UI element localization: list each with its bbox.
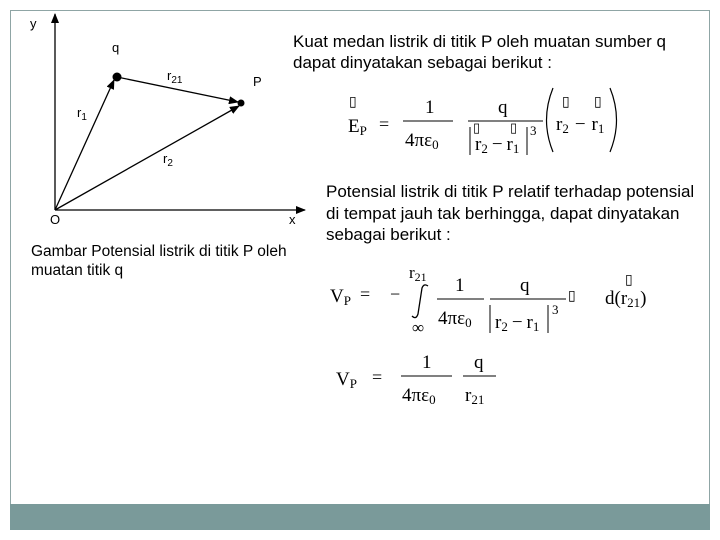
field-equation bbox=[348, 88, 617, 156]
potential-den2: r2 − r1 bbox=[495, 312, 540, 334]
field-lhs: EP bbox=[348, 116, 367, 138]
vector-placeholder: ▯ bbox=[473, 120, 481, 135]
final-den2: r21 bbox=[465, 385, 485, 407]
field-num2: q bbox=[498, 97, 508, 118]
r21-label: $r_{21}$ bbox=[167, 68, 183, 86]
vector-placeholder: ▯ bbox=[562, 95, 570, 110]
vector-placeholder: ▯ bbox=[349, 95, 357, 110]
field-num1: 1 bbox=[425, 97, 435, 118]
charge-label: q bbox=[112, 40, 120, 55]
field-den1: 4πε0 bbox=[405, 130, 439, 152]
vector-placeholder: ▯ bbox=[568, 289, 576, 304]
integral-sign bbox=[412, 285, 428, 318]
integral-upper-limit: r21 bbox=[409, 263, 427, 284]
final-num2: q bbox=[474, 352, 484, 373]
vector-placeholder: ▯ bbox=[594, 95, 602, 110]
vector-placeholder: ▯ bbox=[510, 120, 518, 135]
field-exponent: 3 bbox=[530, 123, 537, 138]
origin-label: O bbox=[50, 212, 61, 227]
potential-lhs: VP bbox=[330, 286, 351, 308]
potential-num2: q bbox=[520, 275, 530, 296]
potential-intro-text: Potensial listrik di titik P relatif terhadap potensial di tempat jauh tak berhingga, dapat dinyatakan sebagai berikut : bbox=[326, 182, 695, 244]
potential-negative: − bbox=[390, 284, 401, 304]
final-num1: 1 bbox=[422, 352, 432, 373]
final-equals: = bbox=[372, 367, 383, 387]
potential-den1: 4πε0 bbox=[438, 308, 472, 330]
field-intro-text: Kuat medan listrik di titik P oleh muatan sumber q dapat dinyatakan sebagai berikut : bbox=[293, 32, 666, 72]
final-den1: 4πε0 bbox=[402, 385, 436, 407]
y-axis-label: y bbox=[30, 16, 37, 31]
potential-exponent: 3 bbox=[552, 302, 559, 317]
potential-integral-equation bbox=[330, 263, 646, 337]
r2-label: $r_2$ bbox=[163, 151, 173, 169]
x-axis-label: x bbox=[289, 212, 296, 227]
potential-differential: d(r21) bbox=[605, 288, 647, 310]
final-lhs: VP bbox=[336, 369, 357, 391]
vector-placeholder: ▯ bbox=[625, 273, 633, 288]
potential-num1: 1 bbox=[455, 275, 465, 296]
diagram-caption: Gambar Potensial listrik di titik P oleh muatan titik q bbox=[31, 243, 287, 279]
integral-lower-limit: ∞ bbox=[412, 318, 425, 337]
r1-label: $r_1$ bbox=[77, 105, 87, 123]
paren-right bbox=[610, 88, 617, 152]
paren-left bbox=[547, 88, 554, 152]
field-vector: r2 − r1 bbox=[556, 114, 605, 136]
potential-equals: = bbox=[360, 284, 371, 304]
field-den2: r2 − r1 bbox=[475, 134, 520, 156]
point-label: P bbox=[253, 74, 262, 89]
potential-final-equation bbox=[336, 352, 496, 407]
field-equals: = bbox=[379, 114, 390, 134]
